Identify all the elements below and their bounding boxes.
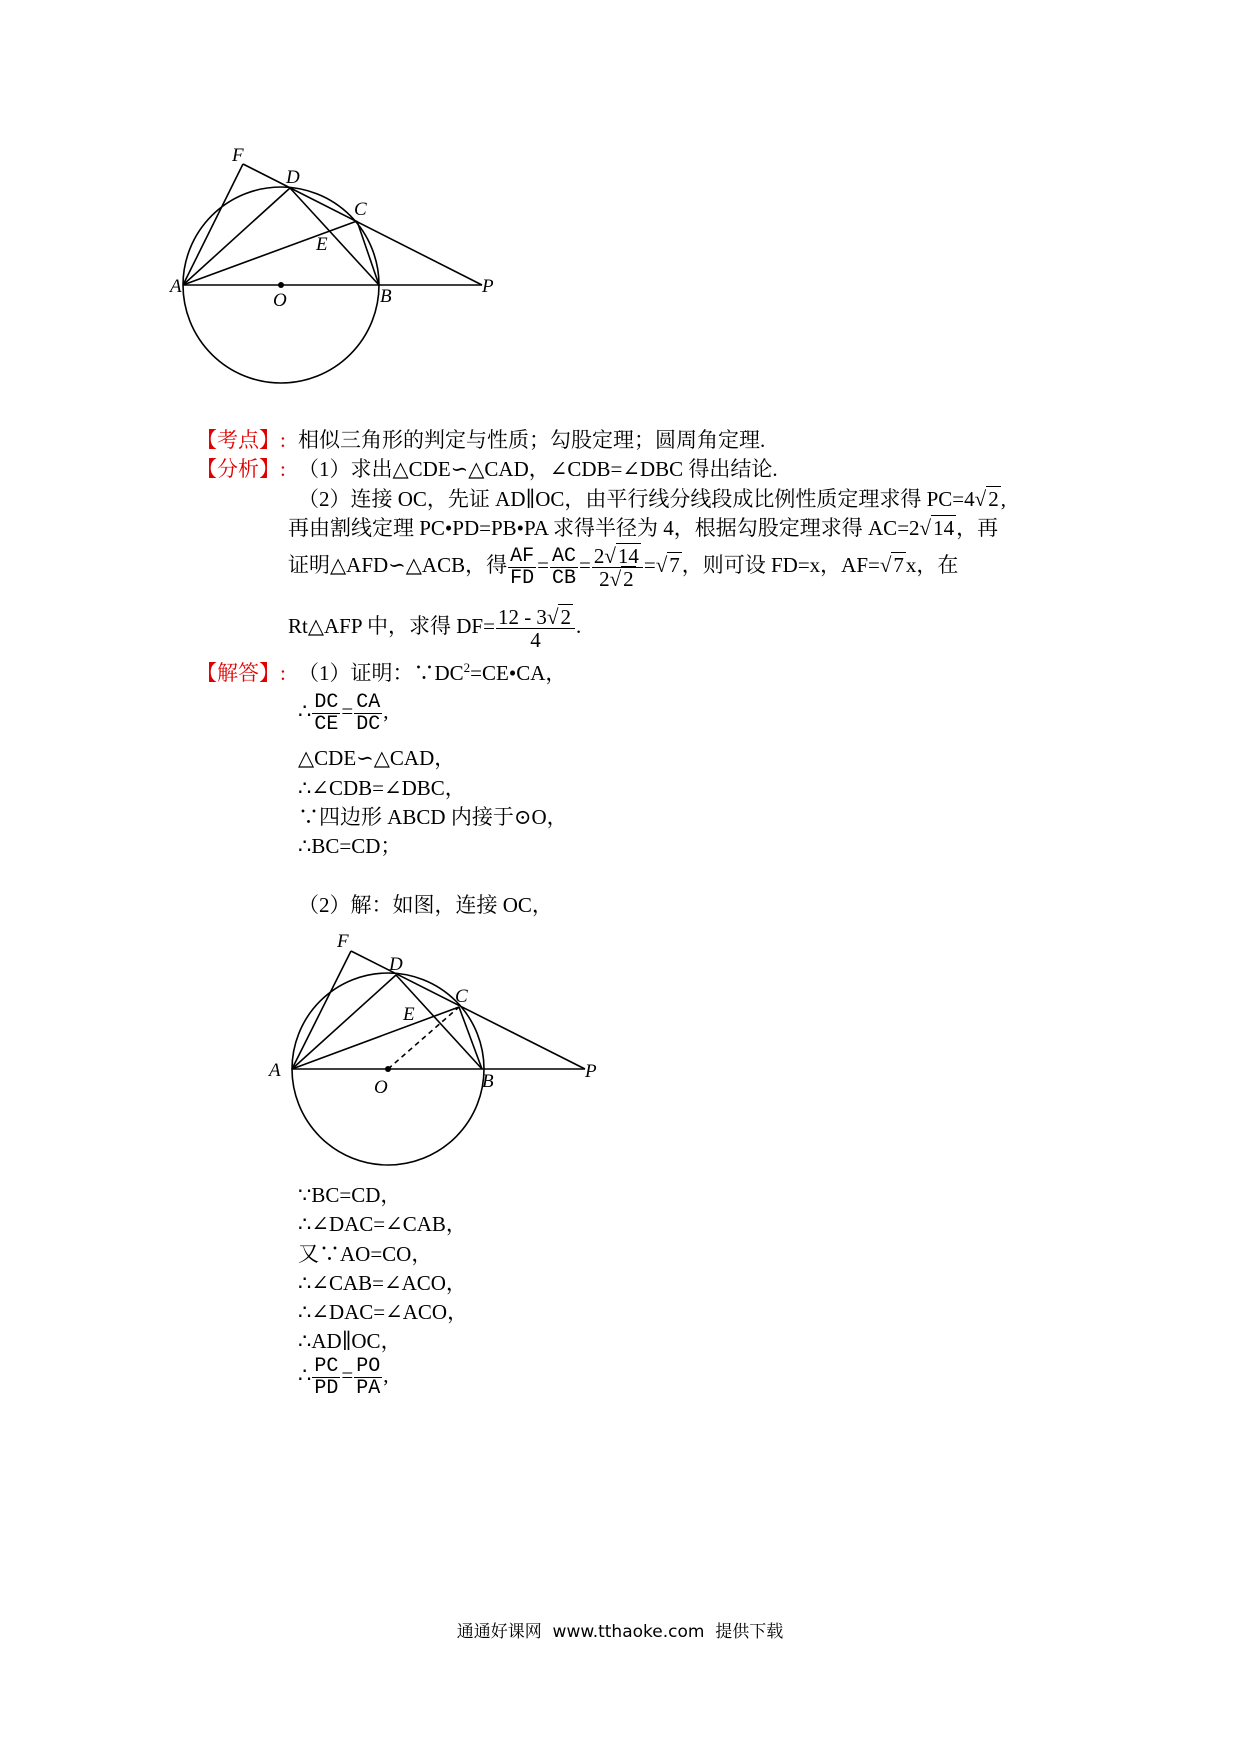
jieda-line-6: ∴BC=CD；	[298, 834, 402, 858]
fenxi-row	[196, 455, 286, 483]
fraction-po-pa: $\frac{PO}{PA}$	[356, 1354, 381, 1400]
label-a: A	[170, 276, 182, 297]
label-d: D	[286, 167, 300, 188]
point-o	[278, 282, 284, 288]
jieda-line-3: △CDE∽△CAD，	[298, 746, 456, 770]
fraction-dc-ce: $\frac{DC}{CE}$	[314, 690, 339, 736]
jieda-line-1: （1）证明：$\because DC^2=CE•CA$，	[298, 660, 567, 685]
line-af-2	[292, 951, 351, 1069]
fenxi-line-2-text: （2）连接 OC，先证 AD∥OC，由平行线分线段成比例性质定理求得 PC=	[298, 487, 965, 511]
page-footer: 通通好课网 www.tthaoke.com 提供下载	[456, 1622, 784, 1642]
pc-value: 4√2	[964, 487, 999, 511]
fenxi-line-5-text: Rt△AFP 中，求得 DF=	[288, 614, 495, 638]
jieda-line-13: ∴AD∥OC，	[298, 1329, 402, 1353]
label-e-2: E	[403, 1004, 415, 1025]
jieda-line-8: ∵BC=CD，	[298, 1183, 402, 1207]
label-b-2: B	[482, 1071, 494, 1092]
fenxi-line-4-text: 证明△AFD∽△ACB，得	[288, 553, 508, 577]
jieda-line-9: ∴∠DAC=∠CAB，	[298, 1212, 467, 1236]
label-p-2: P	[585, 1061, 597, 1082]
fenxi-tag: 【分析】:	[196, 457, 286, 481]
jieda-line-12: ∴∠DAC=∠ACO，	[298, 1300, 469, 1324]
kaodian-tag: 【考点】:	[196, 428, 286, 452]
fraction-sqrt: $\frac{2√14}{2√2}$	[592, 545, 643, 590]
fenxi-line-1: （1）求出△CDE∽△CAD，∠CDB=∠DBC 得出结论.	[298, 457, 778, 481]
jieda-tag: 【解答】:	[196, 661, 286, 685]
jieda-row	[196, 659, 286, 687]
sqrt-7-x: √7	[879, 553, 904, 577]
label-d-2: D	[389, 954, 403, 975]
label-o: O	[273, 290, 287, 311]
fenxi-line-3-text: 再由割线定理 PC•PD=PB•PA 求得半径为 4，根据勾股定理求得 AC=	[288, 516, 910, 540]
label-o-2: O	[374, 1077, 388, 1098]
fraction-ac-cb: $\frac{AC}{CB}$	[551, 544, 576, 590]
point-o-2	[385, 1066, 391, 1072]
fenxi-line-3: 再由割线定理 PC•PD=PB•PA 求得半径为 4，根据勾股定理求得 AC=2√14，再	[288, 516, 999, 540]
label-e: E	[316, 234, 328, 255]
sqrt-7: √7	[655, 553, 680, 577]
line-fp-2	[351, 951, 585, 1069]
fenxi-line-2: （2）连接 OC，先证 AD∥OC，由平行线分线段成比例性质定理求得 PC=4√2,	[298, 487, 1006, 511]
fenxi-line-4: 证明△AFD∽△ACB，得 $\frac{AF}{FD}$ = $\frac{AC}{CB}$ = $\frac{2√14}{2√2}$ =√7，则可设 FD=x，AF=√7x，在	[288, 543, 959, 591]
kaodian-row	[196, 426, 286, 454]
fenxi-line-5: Rt△AFP 中，求得 DF= $\frac{12 - 3√2}{4}$ .	[288, 604, 582, 652]
fraction-df: $\frac{12 - 3√2}{4}$	[496, 606, 575, 651]
line-ad-2	[292, 975, 396, 1069]
label-f: F	[232, 145, 244, 166]
fraction-pc-pd: $\frac{PC}{PD}$	[314, 1354, 339, 1400]
jieda-line-14: ∴ $\frac{PC}{PD}$ = $\frac{PO}{PA}$ ,	[298, 1354, 389, 1400]
line-oc-dashed	[388, 1007, 459, 1069]
jieda-line-4: ∴∠CDB=∠DBC，	[298, 776, 466, 800]
jieda-line-10: 又∵AO=CO，	[298, 1242, 433, 1266]
label-p: P	[482, 276, 494, 297]
fraction-af-fd: $\frac{AF}{FD}$	[510, 544, 535, 590]
jieda-line-2: ∴ $\frac{DC}{CE}$ = $\frac{CA}{DC}$ ,	[298, 690, 389, 736]
label-c-2: C	[455, 986, 468, 1007]
geometry-figure-1	[170, 145, 520, 390]
label-f-2: F	[337, 931, 349, 952]
line-ad	[183, 188, 290, 285]
label-c: C	[354, 199, 367, 220]
label-a-2: A	[269, 1060, 281, 1081]
ac-value: 2√14	[909, 516, 955, 540]
fraction-ca-dc: $\frac{CA}{DC}$	[356, 690, 381, 736]
geometry-figure-2	[269, 925, 632, 1175]
label-b: B	[380, 286, 392, 307]
jieda-line-7: （2）解：如图，连接 OC，	[298, 893, 553, 917]
kaodian-text: 相似三角形的判定与性质；勾股定理；圆周角定理.	[298, 428, 766, 452]
jieda-line-11: ∴∠CAB=∠ACO，	[298, 1271, 467, 1295]
jieda-line-5: ∵四边形 ABCD 内接于⊙O，	[298, 805, 568, 829]
